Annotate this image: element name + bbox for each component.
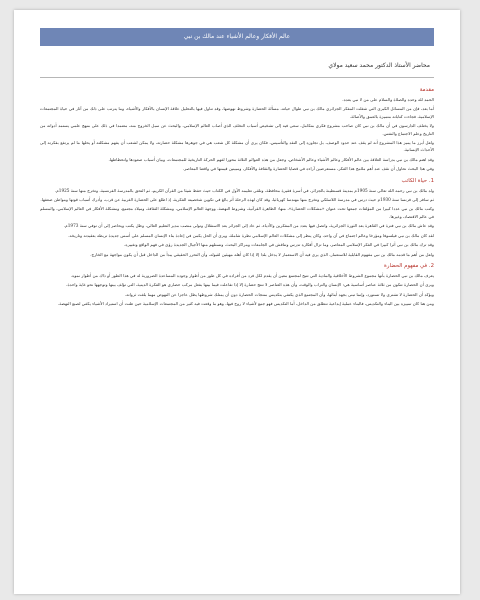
- body-paragraph: وكتب مالك بن نبي عددا كبيرا من المؤلفات جمعها تحت عنوان «مشكلات الحضارة»، منها: الظاهرة القرآنية، وشروط النهضة، ووجهة العالم الإسلامي، ومشكلة الثقافة، وميلاد مجتمع، ومشكلة الأفكار في العالم الإسلامي، والمسلم في عالم الاقتصاد، وغيرها.: [40, 206, 434, 219]
- article-body: [40, 86, 434, 308]
- body-paragraph: ولعل من أهم ما قدمه مالك بن نبي مفهوم القابلية للاستعمار، الذي يرى فيه أن الاستعمار لا يدخل بلدا إلا إذا كان أهله مهيئين لقبوله، وأن التحرر الحقيقي يبدأ من الداخل قبل أن يكون مواجهة مع الخارج.: [90, 251, 434, 257]
- section-heading: مقدمة: [419, 87, 434, 93]
- section-heading: 2. في مفهوم الحضارة: [384, 262, 434, 269]
- body-paragraph: الحمد لله وحده والصلاة والسلام على من لا نبي بعده.: [342, 97, 434, 102]
- body-paragraph: وقد اهتم مالك بن نبي بدراسة العلاقة بين عالم الأفكار وعالم الأشياء وعالم الأشخاص، وجعل من هذه العوالم الثلاثة محورا لفهم الحركة التاريخية للمجتمعات، وبيان أسباب صعودها وانحطاطها.: [108, 156, 434, 162]
- body-paragraph: ولا يختلف الدارسون في أن مالك بن نبي كان صاحب مشروع فكري متكامل، سعى فيه إلى تشخيص أسباب التخلف الذي أصاب العالم الإسلامي، والبحث عن سبل الخروج منه، معتمدا في ذلك على منهج علمي يستمد أدواته من التاريخ وعلم الاجتماع والنفس.: [40, 123, 434, 136]
- title-divider: [40, 77, 434, 78]
- body-paragraph: ولعل أبرز ما يميز هذا المشروع أنه لم يقف عند حدود الوصف، بل تجاوزه إلى النقد والتأسيس، فكان يرى أن مشكلة كل شعب هي في جوهرها مشكلة حضارته، ولا يمكن لشعب أن يفهم مشكلته أو يحلها ما لم يرتفع بفكرته إلى الأحداث الإنسانية.: [40, 140, 434, 153]
- body-paragraph: يعرف مالك بن نبي الحضارة بأنها مجموع الشروط الأخلاقية والمادية التي تتيح لمجتمع معين أن يقدم لكل فرد من أفراده في كل طور من أطوار وجوده المساعدة الضرورية له في هذا الطور أو ذاك من أطوار نموه.: [70, 272, 434, 278]
- body-paragraph: وقد عاش مالك بن نبي فترة في القاهرة بعد الثورة الجزائرية، واتصل فيها بعدد من المفكرين والأدباء، ثم عاد إلى الجزائر بعد الاستقلال وتولى منصب مدير التعليم العالي، وظل يكتب ويحاضر إلى أن توفي سنة 1973م.: [63, 223, 434, 229]
- body-paragraph: وقد ترك مالك بن نبي أثرا كبيرا في الفكر الإسلامي المعاصر، وما تزال أفكاره تدرس وتناقش في الجامعات ومراكز البحث، وتستلهم منها الأجيال الجديدة رؤى في فهم الواقع وتغييره.: [124, 242, 434, 248]
- body-paragraph: أما بعد، فإن من المسائل الكبرى التي شغلت المفكر الجزائري مالك بن نبي طوال حياته، مسألة الحضارة وشروط نهوضها، وقد تناول فيها بالتحليل علاقة الإنسان بالأفكار والأشياء، وما يترتب على ذلك من آثار في حياة المجتمعات الإسلامية، فجاءت كتاباته متميزة بالعمق والأصالة.: [40, 106, 434, 119]
- body-paragraph: لقد كان مالك بن نبي فيلسوفا ومؤرخا وعالم اجتماع في آن واحد، وكان ينظر إلى مشكلات العالم الإسلامي نظرة شاملة، ويرى أن الحل يكمن في إعادة بناء الإنسان المسلم على أسس جديدة تربطه بعقيدته وتاريخه.: [68, 232, 434, 238]
- body-paragraph: وفي هذا البحث نحاول أن نقف عند أهم ملامح هذا الفكر، مستعرضين آراءه في قضايا الحضارة والثقافة والأفكار، ومبينين قيمتها في واقعنا المعاصر.: [182, 166, 434, 172]
- article-title-banner: [40, 28, 434, 46]
- section-heading: 1. حياة الكاتب: [401, 177, 434, 184]
- body-paragraph: ولد مالك بن نبي رحمه الله تعالى سنة 1905م بمدينة قسنطينة بالجزائر، في أسرة فقيرة محافظة، وتلقى تعليمه الأول في الكتاب حيث حفظ شيئا من القرآن الكريم، ثم التحق بالمدرسة الفرنسية، وتخرج منها سنة 1925م.: [54, 187, 434, 193]
- document-page: [14, 10, 460, 594]
- author-line: محاضر الأستاذ الدكتور محمد سعيد مولاي: [328, 62, 430, 69]
- body-paragraph: ومن هنا كان تمييزه بين البناء والتكديس، فالبناء عملية إبداعية تنطلق من الداخل، أما التكديس فهو جمع لأشياء لا روح فيها، وهو ما وقعت فيه كثير من المجتمعات الإسلامية حين ظنت أن استيراد الأشياء يكفي لصنع النهضة.: [57, 301, 434, 307]
- body-paragraph: ويؤكد أن الحضارة لا تشترى ولا تستورد، وإنما تبنى بجهد أبنائها، وأن المجتمع الذي يكتفي بتكديس منتجات الحضارة دون أن يمتلك شروطها يظل عاجزا عن النهوض مهما بلغت ثرواته.: [124, 291, 434, 297]
- article-title: عالم الأفكار وعالم الأشياء عند مالك بن نبي: [183, 33, 291, 40]
- body-paragraph: ويرى أن الحضارة تتكون من ثلاثة عناصر أساسية هي: الإنسان والتراب والوقت، وأن هذه العناصر لا تنتج حضارة إلا إذا تفاعلت فيما بينها بفعل مركب حضاري هو الفكرة الدينية، التي تؤلف بينها وتوجهها نحو غاية واحدة.: [66, 282, 434, 288]
- body-paragraph: ثم سافر إلى فرنسا سنة 1930م حيث درس في مدرسة اللاسلكي وتخرج منها مهندسا كهربائيا، وقد كان لهذه الرحلة أثر بالغ في تكوين شخصيته الفكرية، إذ اطلع على الحضارة الغربية عن قرب، وأدرك أسباب قوتها ومواطن ضعفها.: [40, 197, 434, 203]
